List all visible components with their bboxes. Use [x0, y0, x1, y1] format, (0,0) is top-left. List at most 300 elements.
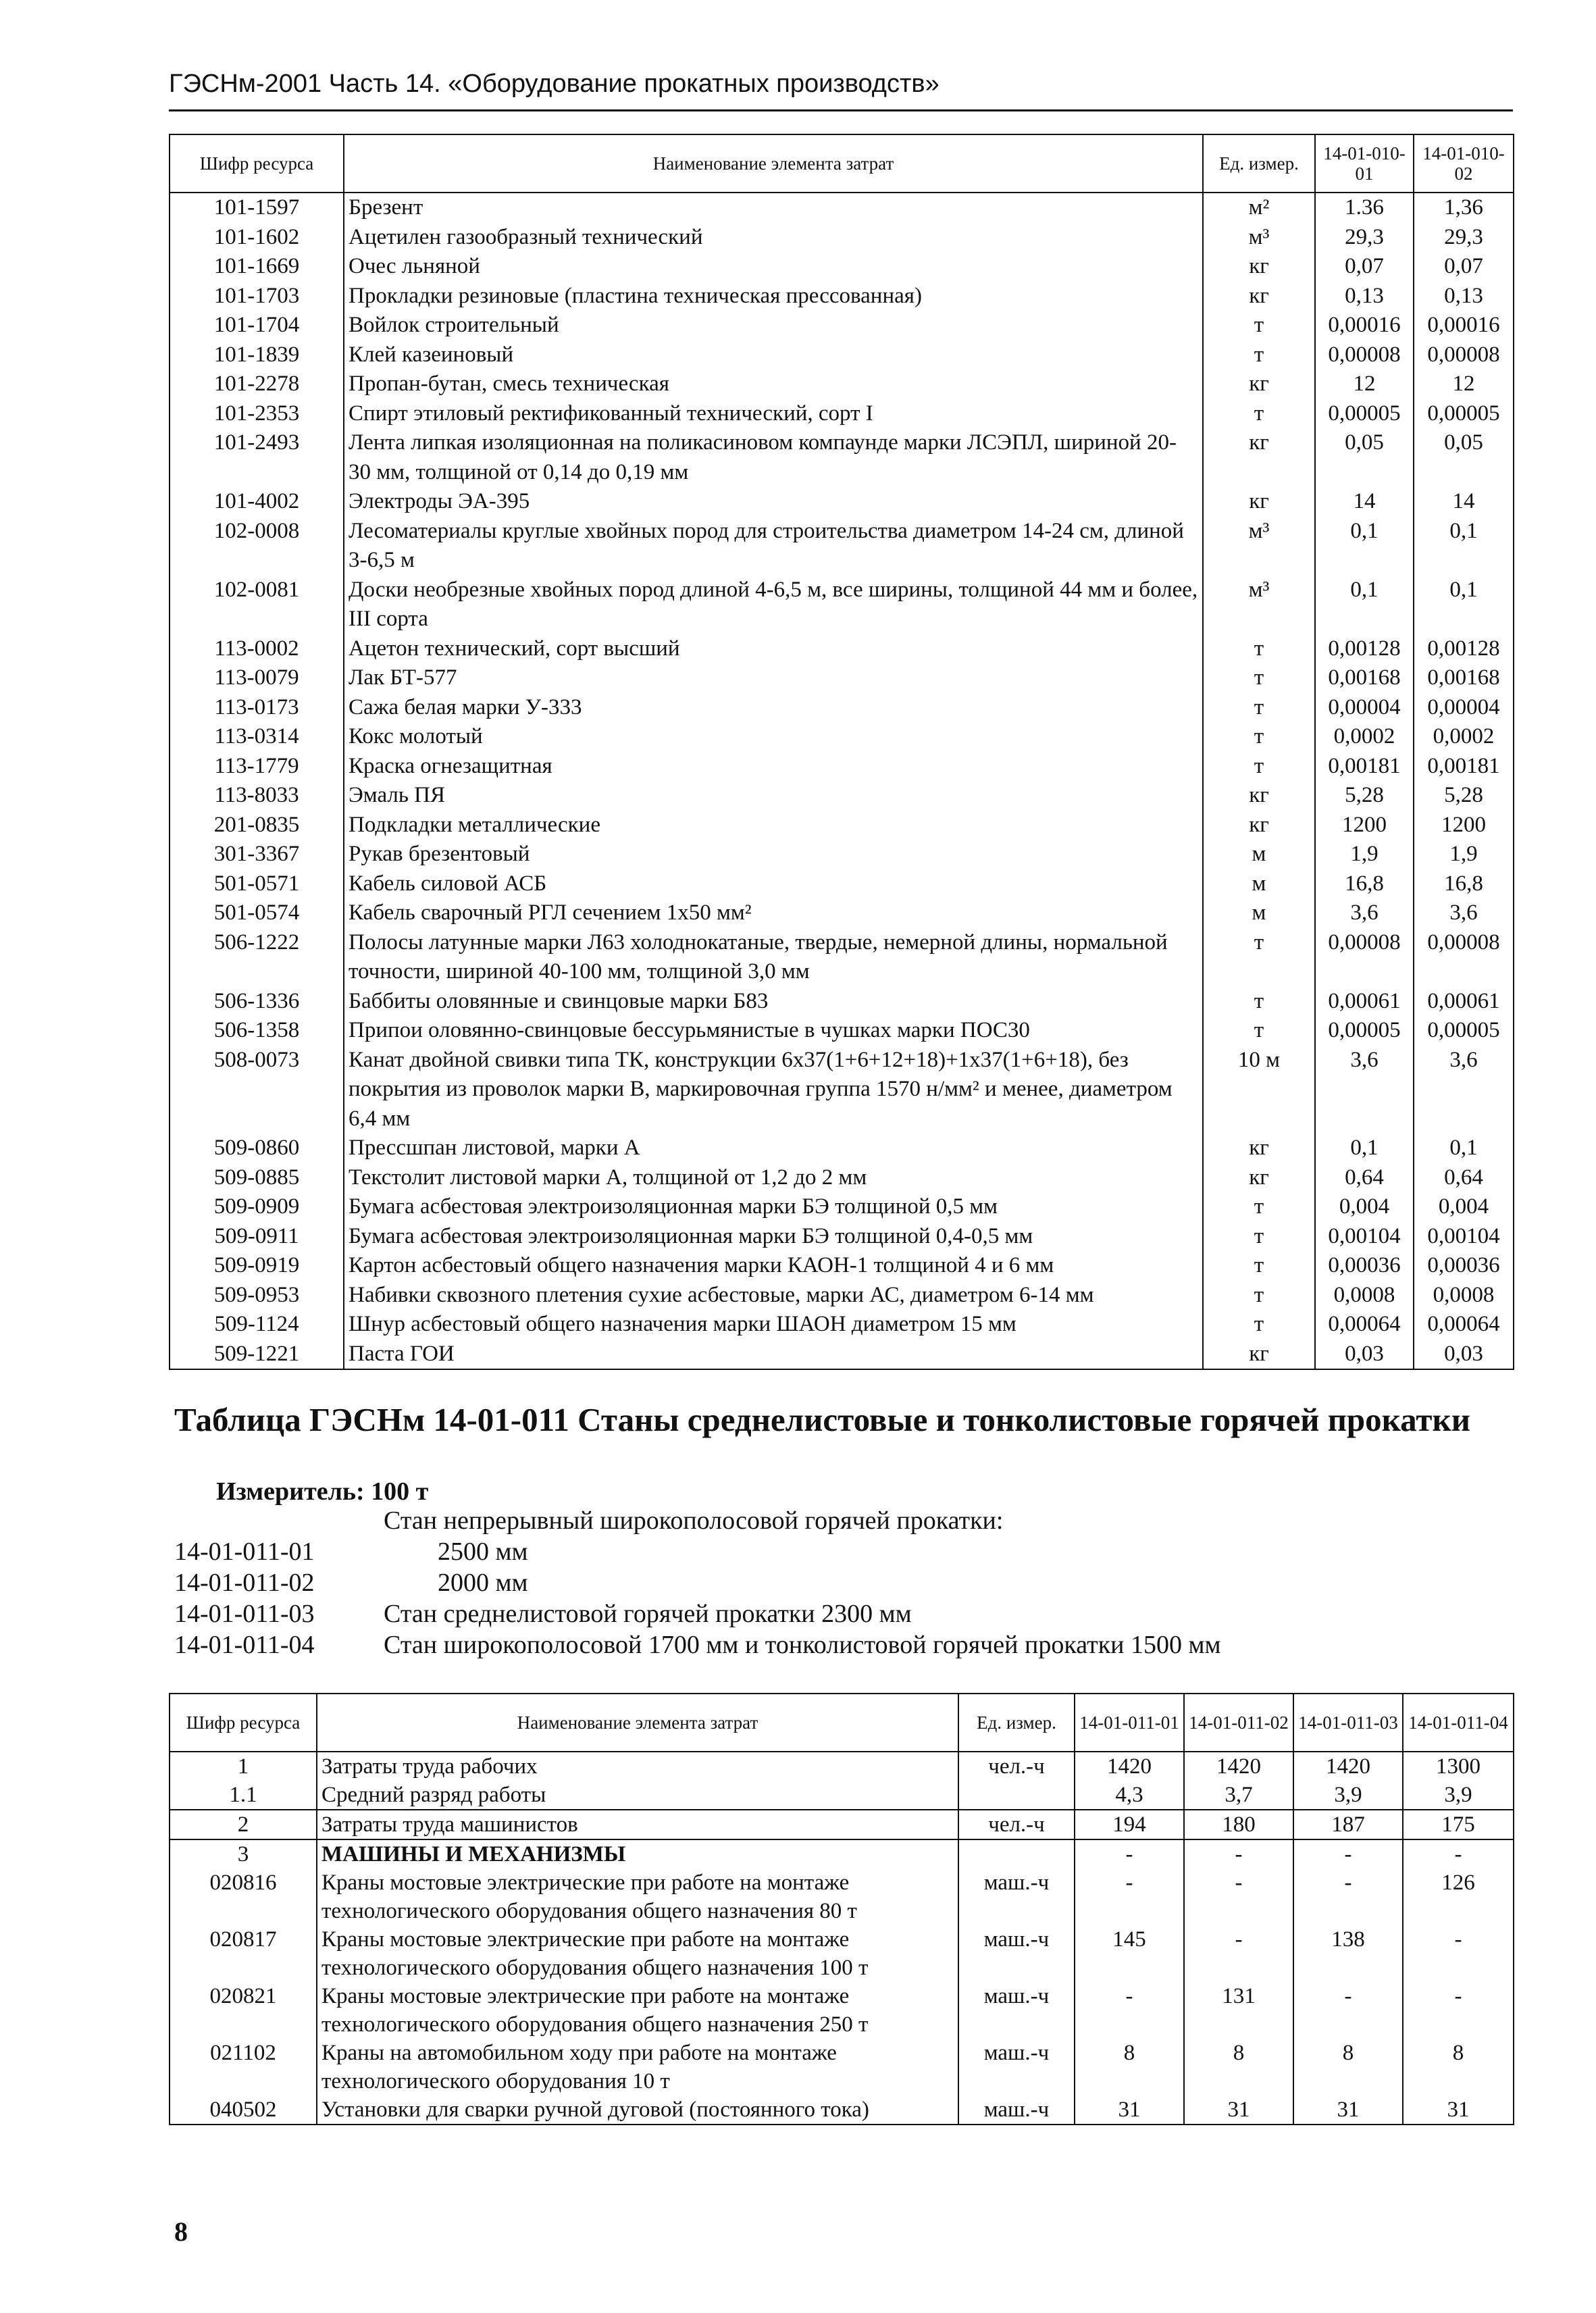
resource-value-variant-1: -: [1075, 1839, 1184, 1869]
table-row: [170, 1192, 1514, 1222]
resource-name: МАШИНЫ И МЕХАНИЗМЫ: [317, 1839, 958, 1869]
resource-name: Средний разряд работы: [317, 1781, 958, 1810]
resource-value-variant-4: 175: [1403, 1810, 1514, 1839]
resource-value-variant-3: -: [1293, 1839, 1403, 1869]
resource-value-variant-2: 3,7: [1184, 1781, 1293, 1810]
resource-name: Пропан-бутан, смесь техническая: [344, 370, 1203, 399]
resource-value-variant-2: 0,00005: [1414, 399, 1514, 429]
resource-code: 509-0953: [170, 1281, 344, 1311]
resource-value-variant-2: 3,6: [1414, 898, 1514, 928]
column-header-code: Шифр ресурса: [170, 1694, 317, 1752]
table-row: [170, 193, 1514, 223]
resource-value-variant-1: 0,00004: [1315, 693, 1414, 723]
resource-name: Краны мостовые электрические при работе на монтаже технологического оборудования общего назначения 100 т: [317, 1925, 958, 1982]
resource-value-variant-1: 0,00005: [1315, 1016, 1414, 1046]
resource-unit: т: [1203, 752, 1315, 782]
column-header-name: Наименование элемента затрат: [317, 1694, 958, 1752]
resource-unit: кг: [1203, 428, 1315, 487]
table-row: [170, 370, 1514, 399]
resource-name: Кабель сварочный РГЛ сечением 1x50 мм²: [344, 898, 1203, 928]
resource-unit: маш.-ч: [958, 2095, 1075, 2125]
resource-value-variant-2: 0,1: [1414, 517, 1514, 576]
table-row: [170, 928, 1514, 987]
resource-name: Ацетон технический, сорт высший: [344, 634, 1203, 664]
resource-name: Текстолит листовой марки А, толщиной от 1,2 до 2 мм: [344, 1163, 1203, 1193]
table-row: [170, 869, 1514, 899]
resource-value-variant-1: 0,03: [1315, 1340, 1414, 1370]
resource-code: 509-0860: [170, 1134, 344, 1163]
resource-value-variant-1: 16,8: [1315, 869, 1414, 899]
resource-unit: 10 м: [1203, 1046, 1315, 1134]
resource-value-variant-1: 3,6: [1315, 1046, 1414, 1134]
variant-code: 14-01-011-01: [174, 1537, 315, 1566]
resource-name: Эмаль ПЯ: [344, 781, 1203, 811]
resource-value-variant-1: 145: [1075, 1925, 1184, 1982]
resource-value-variant-1: 0,00181: [1315, 752, 1414, 782]
resource-value-variant-1: 1420: [1075, 1752, 1184, 1781]
table-row: [170, 1340, 1514, 1370]
resource-name: Краны на автомобильном ходу при работе на монтаже технологического оборудования 10 т: [317, 2039, 958, 2095]
resource-name: Набивки сквозного плетения сухие асбестовые, марки АС, диаметром 6-14 мм: [344, 1281, 1203, 1311]
resource-name: Затраты труда рабочих: [317, 1752, 958, 1781]
resource-value-variant-1: 1.36: [1315, 193, 1414, 223]
table-row: [170, 781, 1514, 811]
resource-code: 301-3367: [170, 840, 344, 869]
resource-unit: т: [1203, 1222, 1315, 1252]
resource-value-variant-1: 5,28: [1315, 781, 1414, 811]
resource-name: Сажа белая марки У-333: [344, 693, 1203, 723]
column-header-variant-3: 14-01-011-03: [1293, 1694, 1403, 1752]
resource-code: 101-1669: [170, 252, 344, 282]
resource-value-variant-2: -: [1184, 1839, 1293, 1869]
resource-value-variant-1: 0,1: [1315, 1134, 1414, 1163]
resource-value-variant-2: 0,1: [1414, 1134, 1514, 1163]
variant-code: 14-01-011-02: [174, 1569, 315, 1597]
resource-value-variant-3: -: [1293, 1869, 1403, 1925]
resource-code: 506-1358: [170, 1016, 344, 1046]
resource-name: Шнур асбестовый общего назначения марки ШАОН диаметром 15 мм: [344, 1310, 1203, 1340]
variant-row: [169, 1598, 1513, 1629]
table-row: [170, 340, 1514, 370]
column-header-unit: Ед. измер.: [1203, 134, 1315, 193]
resource-value-variant-2: 0,13: [1414, 282, 1514, 311]
table-row: [170, 223, 1514, 253]
resource-code: 102-0081: [170, 576, 344, 634]
table-row: [170, 2095, 1514, 2125]
resource-value-variant-1: 1,9: [1315, 840, 1414, 869]
variant-row: [169, 1629, 1513, 1660]
resource-value-variant-1: 1200: [1315, 811, 1414, 840]
variant-row: [169, 1536, 1513, 1567]
resource-value-variant-1: 8: [1075, 2039, 1184, 2095]
resource-value-variant-2: 0,03: [1414, 1340, 1514, 1370]
resource-unit: т: [1203, 340, 1315, 370]
resource-unit: т: [1203, 722, 1315, 752]
table-row: [170, 693, 1514, 723]
resource-name: Лента липкая изоляционная на поликасиновом компаунде марки ЛСЭПЛ, шириной 20-30 мм, толщиной от 0,14 до 0,19 мм: [344, 428, 1203, 487]
resource-value-variant-2: 31: [1184, 2095, 1293, 2125]
resource-value-variant-2: -: [1184, 1925, 1293, 1982]
resource-value-variant-2: 1420: [1184, 1752, 1293, 1781]
table-row: [170, 840, 1514, 869]
resource-value-variant-3: 31: [1293, 2095, 1403, 2125]
resource-value-variant-4: -: [1403, 1982, 1514, 2039]
resource-code: 101-4002: [170, 487, 344, 517]
resource-value-variant-2: 0,00181: [1414, 752, 1514, 782]
resource-value-variant-2: 0,05: [1414, 428, 1514, 487]
table-row: [170, 1869, 1514, 1925]
table-row: [170, 1925, 1514, 1982]
resource-unit: чел.-ч: [958, 1752, 1075, 1781]
resource-code: 101-1704: [170, 311, 344, 340]
resource-unit: чел.-ч: [958, 1810, 1075, 1839]
resource-name: Рукав брезентовый: [344, 840, 1203, 869]
resource-code: 101-2278: [170, 370, 344, 399]
resource-name: Припои оловянно-свинцовые бессурьмянистые в чушках марки ПОС30: [344, 1016, 1203, 1046]
resource-unit: кг: [1203, 1163, 1315, 1193]
resource-value-variant-1: 0,0002: [1315, 722, 1414, 752]
resource-value-variant-1: 0,00008: [1315, 928, 1414, 987]
resource-name: Брезент: [344, 193, 1203, 223]
resource-value-variant-2: 0,00104: [1414, 1222, 1514, 1252]
resource-code: 509-0919: [170, 1251, 344, 1281]
column-header-code: Шифр ресурса: [170, 134, 344, 193]
resource-name: Бумага асбестовая электроизоляционная марки БЭ толщиной 0,5 мм: [344, 1192, 1203, 1222]
table-row: [170, 663, 1514, 693]
resource-unit: т: [1203, 928, 1315, 987]
resource-value-variant-1: 0,00005: [1315, 399, 1414, 429]
resource-unit: м: [1203, 840, 1315, 869]
resource-unit: кг: [1203, 282, 1315, 311]
resource-code: 113-0173: [170, 693, 344, 723]
resource-value-variant-2: 0,00168: [1414, 663, 1514, 693]
resource-value-variant-2: 29,3: [1414, 223, 1514, 253]
resource-value-variant-2: 3,6: [1414, 1046, 1514, 1134]
resource-value-variant-1: 194: [1075, 1810, 1184, 1839]
resource-value-variant-4: 3,9: [1403, 1781, 1514, 1810]
resource-value-variant-2: 180: [1184, 1810, 1293, 1839]
table-row: [170, 399, 1514, 429]
resource-value-variant-1: 0,13: [1315, 282, 1414, 311]
resource-name: Баббиты оловянные и свинцовые марки Б83: [344, 987, 1203, 1017]
variant-text: 2000 мм: [438, 1569, 528, 1597]
resource-name: Подкладки металлические: [344, 811, 1203, 840]
resource-name: Доски необрезные хвойных пород длиной 4-6,5 м, все ширины, толщиной 44 мм и более, III сорта: [344, 576, 1203, 634]
resource-unit: м³: [1203, 223, 1315, 253]
resource-name: Очес льняной: [344, 252, 1203, 282]
resource-code: 113-8033: [170, 781, 344, 811]
resource-value-variant-1: 0,1: [1315, 517, 1414, 576]
resource-value-variant-2: -: [1184, 1869, 1293, 1925]
resource-unit: т: [1203, 1016, 1315, 1046]
resource-unit: маш.-ч: [958, 1982, 1075, 2039]
table-row: [170, 987, 1514, 1017]
table-row: [170, 1982, 1514, 2039]
resource-code: 201-0835: [170, 811, 344, 840]
column-header-variant-2: 14-01-010-02: [1414, 134, 1514, 193]
resource-code: 506-1336: [170, 987, 344, 1017]
resource-name: Картон асбестовый общего назначения марки КАОН-1 толщиной 4 и 6 мм: [344, 1251, 1203, 1281]
resource-unit: м³: [1203, 517, 1315, 576]
resource-name: Канат двойной свивки типа ТК, конструкции 6x37(1+6+12+18)+1x37(1+6+18), без покрытия из проволок марки В, маркировочная группа 1570 н/мм² и менее, диаметром 6,4 мм: [344, 1046, 1203, 1134]
resource-name: Затраты труда машинистов: [317, 1810, 958, 1839]
resource-code: 020817: [170, 1925, 317, 1982]
resource-value-variant-4: -: [1403, 1925, 1514, 1982]
resource-value-variant-1: 0,05: [1315, 428, 1414, 487]
column-header-name: Наименование элемента затрат: [344, 134, 1203, 193]
variant-text: Стан непрерывный широкополосовой горячей прокатки:: [384, 1506, 1004, 1535]
resource-name: Бумага асбестовая электроизоляционная марки БЭ толщиной 0,4-0,5 мм: [344, 1222, 1203, 1252]
resource-unit: м: [1203, 898, 1315, 928]
resource-unit: т: [1203, 987, 1315, 1017]
resource-value-variant-2: 0,004: [1414, 1192, 1514, 1222]
resource-unit: кг: [1203, 487, 1315, 517]
resource-unit: кг: [1203, 1340, 1315, 1370]
resource-value-variant-1: 31: [1075, 2095, 1184, 2125]
column-header-unit: Ед. измер.: [958, 1694, 1075, 1752]
table-row: [170, 1222, 1514, 1252]
table-row: [170, 1839, 1514, 1869]
resource-code: 101-1602: [170, 223, 344, 253]
page-number: 8: [174, 2216, 188, 2247]
resource-value-variant-2: 0,0008: [1414, 1281, 1514, 1311]
resource-code: 101-2493: [170, 428, 344, 487]
resource-code: 3: [170, 1839, 317, 1869]
table-row: [170, 311, 1514, 340]
resources-table-14-01-010: [169, 134, 1514, 1370]
resource-unit: т: [1203, 1251, 1315, 1281]
resource-value-variant-1: 4,3: [1075, 1781, 1184, 1810]
resource-code: 113-1779: [170, 752, 344, 782]
resource-value-variant-2: 1200: [1414, 811, 1514, 840]
resource-value-variant-1: 3,6: [1315, 898, 1414, 928]
meter-label: Измеритель: 100 т: [216, 1477, 429, 1506]
resource-value-variant-2: 8: [1184, 2039, 1293, 2095]
resource-value-variant-1: 0,00128: [1315, 634, 1414, 664]
table-row: [170, 634, 1514, 664]
resource-name: Краска огнезащитная: [344, 752, 1203, 782]
variant-code: 14-01-011-03: [174, 1600, 315, 1628]
variant-text: Стан широкополосовой 1700 мм и тонколистовой горячей прокатки 1500 мм: [384, 1631, 1221, 1659]
resource-name: Прессшпан листовой, марки А: [344, 1134, 1203, 1163]
table-row: [170, 517, 1514, 576]
resource-code: 509-0911: [170, 1222, 344, 1252]
resource-code: 113-0002: [170, 634, 344, 664]
column-header-variant-1: 14-01-010-01: [1315, 134, 1414, 193]
table-row: [170, 898, 1514, 928]
resource-unit: т: [1203, 311, 1315, 340]
variant-text: Стан среднелистовой горячей прокатки 2300 мм: [384, 1600, 912, 1628]
resource-value-variant-3: 187: [1293, 1810, 1403, 1839]
resource-name: Прокладки резиновые (пластина техническая прессованная): [344, 282, 1203, 311]
running-header: ГЭСНм-2001 Часть 14. «Оборудование прокатных производств»: [169, 70, 939, 98]
table-row: [170, 752, 1514, 782]
resource-code: 101-2353: [170, 399, 344, 429]
resource-unit: т: [1203, 693, 1315, 723]
resource-code: 113-0079: [170, 663, 344, 693]
resource-value-variant-2: 0,00005: [1414, 1016, 1514, 1046]
resource-name: Кабель силовой АСБ: [344, 869, 1203, 899]
resource-value-variant-2: 1,9: [1414, 840, 1514, 869]
variant-text: 2500 мм: [438, 1537, 528, 1566]
resource-value-variant-1: 0,00016: [1315, 311, 1414, 340]
resource-value-variant-1: 0,1: [1315, 576, 1414, 634]
resource-value-variant-1: 12: [1315, 370, 1414, 399]
column-header-variant-1: 14-01-011-01: [1075, 1694, 1184, 1752]
resource-code: 101-1703: [170, 282, 344, 311]
resource-code: 020816: [170, 1869, 317, 1925]
table-row: [170, 1810, 1514, 1839]
table-row: [170, 722, 1514, 752]
resource-unit: кг: [1203, 1134, 1315, 1163]
resource-unit: т: [1203, 1192, 1315, 1222]
resource-name: Электроды ЭА-395: [344, 487, 1203, 517]
resource-value-variant-1: 0,00168: [1315, 663, 1414, 693]
resource-value-variant-1: -: [1075, 1982, 1184, 2039]
table-row: [170, 2039, 1514, 2095]
resource-unit: [958, 1781, 1075, 1810]
resource-code: 509-1124: [170, 1310, 344, 1340]
column-header-variant-2: 14-01-011-02: [1184, 1694, 1293, 1752]
resource-value-variant-1: 0,0008: [1315, 1281, 1414, 1311]
resource-value-variant-2: 131: [1184, 1982, 1293, 2039]
table-row: [170, 1752, 1514, 1781]
resource-value-variant-1: 14: [1315, 487, 1414, 517]
resource-value-variant-2: 5,28: [1414, 781, 1514, 811]
table-row: [170, 428, 1514, 487]
resource-name: Краны мостовые электрические при работе на монтаже технологического оборудования общего назначения 80 т: [317, 1869, 958, 1925]
resource-code: 501-0574: [170, 898, 344, 928]
resource-unit: маш.-ч: [958, 2039, 1075, 2095]
table-row: [170, 1281, 1514, 1311]
resource-unit: т: [1203, 663, 1315, 693]
variant-row: [169, 1505, 1513, 1536]
resource-unit: кг: [1203, 811, 1315, 840]
resource-value-variant-2: 0,00016: [1414, 311, 1514, 340]
resource-code: 501-0571: [170, 869, 344, 899]
resource-unit: кг: [1203, 370, 1315, 399]
variants-list: [169, 1505, 1513, 1660]
table-row: [170, 1251, 1514, 1281]
resource-value-variant-2: 0,00008: [1414, 928, 1514, 987]
resource-value-variant-2: 0,07: [1414, 252, 1514, 282]
resource-value-variant-1: 29,3: [1315, 223, 1414, 253]
resource-unit: кг: [1203, 781, 1315, 811]
resource-unit: т: [1203, 1281, 1315, 1311]
table-row: [170, 1016, 1514, 1046]
header-divider: [169, 109, 1513, 111]
variant-row: [169, 1567, 1513, 1598]
resource-value-variant-1: 0,07: [1315, 252, 1414, 282]
resource-code: 509-0909: [170, 1192, 344, 1222]
resource-name: Полосы латунные марки Л63 холоднокатаные, твердые, немерной длины, нормальной точности, шириной 40-100 мм, толщиной 3,0 мм: [344, 928, 1203, 987]
resource-name: Установки для сварки ручной дуговой (постоянного тока): [317, 2095, 958, 2125]
resource-code: 101-1597: [170, 193, 344, 223]
table-row: [170, 1781, 1514, 1810]
resource-value-variant-2: 1,36: [1414, 193, 1514, 223]
resource-value-variant-2: 0,1: [1414, 576, 1514, 634]
resource-value-variant-4: 31: [1403, 2095, 1514, 2125]
table-row: [170, 576, 1514, 634]
resource-name: Лак БТ-577: [344, 663, 1203, 693]
table-row: [170, 1310, 1514, 1340]
resource-unit: маш.-ч: [958, 1925, 1075, 1982]
resource-value-variant-2: 0,00036: [1414, 1251, 1514, 1281]
table-row: [170, 282, 1514, 311]
resource-value-variant-3: 3,9: [1293, 1781, 1403, 1810]
resource-unit: т: [1203, 399, 1315, 429]
resource-code: 506-1222: [170, 928, 344, 987]
resource-value-variant-2: 0,00061: [1414, 987, 1514, 1017]
resource-name: Лесоматериалы круглые хвойных пород для строительства диаметром 14-24 см, длиной 3-6,5 м: [344, 517, 1203, 576]
resource-value-variant-2: 0,00064: [1414, 1310, 1514, 1340]
resource-name: Ацетилен газообразный технический: [344, 223, 1203, 253]
resource-unit: [958, 1839, 1075, 1869]
resource-code: 040502: [170, 2095, 317, 2125]
resource-code: 021102: [170, 2039, 317, 2095]
resource-unit: м²: [1203, 193, 1315, 223]
table-row: [170, 1134, 1514, 1163]
resource-name: Войлок строительный: [344, 311, 1203, 340]
resource-value-variant-1: 0,64: [1315, 1163, 1414, 1193]
resource-value-variant-2: 0,00128: [1414, 634, 1514, 664]
resource-value-variant-2: 14: [1414, 487, 1514, 517]
resource-code: 101-1839: [170, 340, 344, 370]
resource-unit: м: [1203, 869, 1315, 899]
resource-value-variant-4: 8: [1403, 2039, 1514, 2095]
resource-name: Краны мостовые электрические при работе на монтаже технологического оборудования общего назначения 250 т: [317, 1982, 958, 2039]
resource-code: 113-0314: [170, 722, 344, 752]
resource-code: 508-0073: [170, 1046, 344, 1134]
resource-code: 1: [170, 1752, 317, 1781]
resource-unit: маш.-ч: [958, 1869, 1075, 1925]
resource-value-variant-3: 1420: [1293, 1752, 1403, 1781]
table-caption: Таблица ГЭСНм 14-01-011 Станы среднелистовые и тонколистовые горячей прокатки: [174, 1401, 1470, 1438]
resource-value-variant-1: -: [1075, 1869, 1184, 1925]
resource-unit: кг: [1203, 252, 1315, 282]
resources-table-14-01-011: [169, 1693, 1514, 2125]
resource-value-variant-1: 0,00036: [1315, 1251, 1414, 1281]
resource-value-variant-3: 8: [1293, 2039, 1403, 2095]
resource-value-variant-1: 0,004: [1315, 1192, 1414, 1222]
resource-code: 2: [170, 1810, 317, 1839]
resource-value-variant-1: 0,00104: [1315, 1222, 1414, 1252]
resource-name: Паста ГОИ: [344, 1340, 1203, 1370]
table-row: [170, 487, 1514, 517]
resource-unit: т: [1203, 634, 1315, 664]
resource-value-variant-3: 138: [1293, 1925, 1403, 1982]
table-row: [170, 1046, 1514, 1134]
resource-unit: т: [1203, 1310, 1315, 1340]
resource-code: 1.1: [170, 1781, 317, 1810]
resource-unit: м³: [1203, 576, 1315, 634]
resource-code: 102-0008: [170, 517, 344, 576]
resource-value-variant-3: -: [1293, 1982, 1403, 2039]
resource-value-variant-2: 12: [1414, 370, 1514, 399]
resource-value-variant-4: -: [1403, 1839, 1514, 1869]
resource-value-variant-1: 0,00008: [1315, 340, 1414, 370]
variant-code: 14-01-011-04: [174, 1631, 315, 1659]
resource-code: 509-0885: [170, 1163, 344, 1193]
resource-name: Клей казеиновый: [344, 340, 1203, 370]
column-header-variant-4: 14-01-011-04: [1403, 1694, 1514, 1752]
resource-value-variant-4: 1300: [1403, 1752, 1514, 1781]
resource-code: 509-1221: [170, 1340, 344, 1370]
table-row: [170, 811, 1514, 840]
resource-value-variant-2: 0,00004: [1414, 693, 1514, 723]
resource-value-variant-1: 0,00064: [1315, 1310, 1414, 1340]
resource-value-variant-4: 126: [1403, 1869, 1514, 1925]
